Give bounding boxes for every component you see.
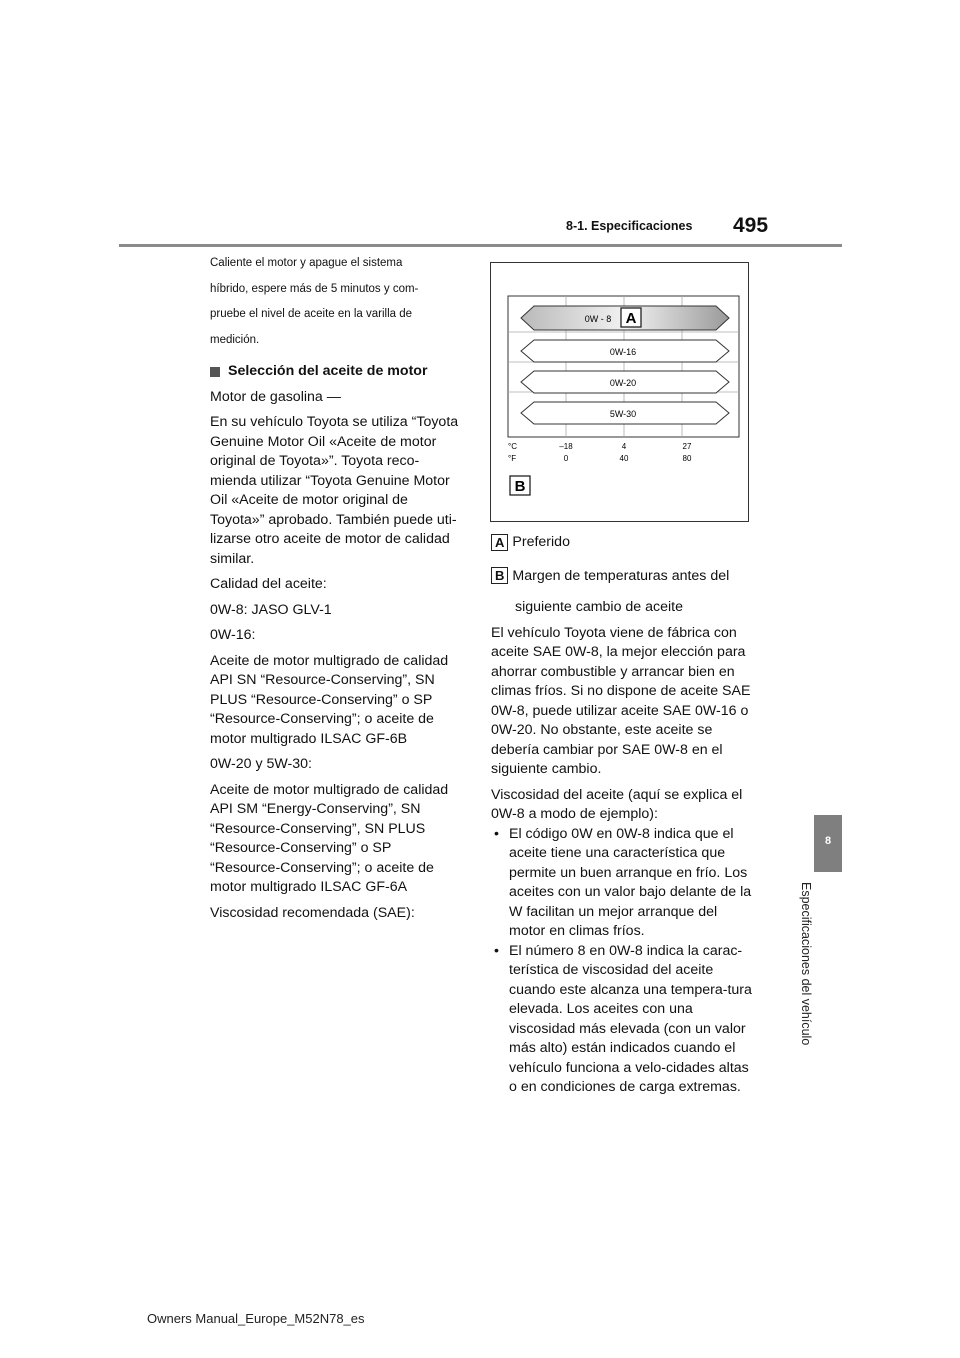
legend-a-key: A bbox=[491, 534, 508, 551]
paragraph-viscosity-intro: Viscosidad del aceite (aquí se explica el 0W-8 a modo de ejemplo): bbox=[491, 786, 743, 822]
note-line: medición. bbox=[210, 333, 260, 346]
list-item: • El código 0W en 0W-8 indica que el aceite tiene una característica que permite un buen arranque en frío. Los aceites con un valor bajo delante de la W facilitan un mejor arranque del motor en climas fríos. bbox=[491, 825, 753, 942]
footer-text: Owners Manual_Europe_M52N78_es bbox=[147, 1311, 365, 1326]
section-heading bbox=[210, 362, 465, 382]
unit-celsius: °C bbox=[508, 442, 517, 451]
square-bullet-icon bbox=[210, 367, 220, 377]
callout-b-label: B bbox=[514, 478, 526, 495]
page-number: 495 bbox=[733, 214, 769, 237]
legend-b-key: B bbox=[491, 567, 508, 584]
paragraph-0w20-desc: Aceite de motor multigrado de calidad API SM “Energy-Conserving”, SN “Resource-Conserving”, SN PLUS “Resource-Conserving” o SP “Resource-Conserving”; o aceite de motor multigrado ILSAC GF-6A bbox=[210, 781, 449, 896]
arrow-label-5w30: 5W-30 bbox=[609, 409, 637, 419]
paragraph-0w16: 0W-16: bbox=[210, 627, 256, 644]
note-line: híbrido, espere más de 5 minutos y com- bbox=[210, 282, 419, 295]
note-block bbox=[210, 254, 465, 350]
arrow-label-0w8: 0W - 8 bbox=[584, 314, 612, 324]
legend-b-continuation: siguiente cambio de aceite bbox=[515, 599, 683, 615]
chapter-tab-number: 8 bbox=[824, 835, 832, 847]
viscosity-figure bbox=[490, 262, 749, 522]
paragraph-engine: Motor de gasolina — bbox=[210, 388, 341, 405]
tick-c: 27 bbox=[682, 442, 692, 451]
tick-f: 0 bbox=[563, 454, 569, 463]
right-column bbox=[491, 533, 753, 1098]
legend-b-text: Margen de temperaturas antes del bbox=[512, 567, 730, 584]
tick-f: 40 bbox=[619, 454, 629, 463]
note-line: pruebe el nivel de aceite en la varilla de bbox=[210, 308, 413, 321]
list-item: • El número 8 en 0W-8 indica la carac-terística de viscosidad del aceite cuando este alcanza una tempera-tura elevada. Los aceites con una viscosidad más elevada (con un valor más alto) están indicados cuando el vehículo funciona a velo-cidades altas o en condiciones de carga extremas. bbox=[491, 942, 753, 1098]
arrow-label-0w16: 0W-16 bbox=[609, 347, 637, 357]
legend-b bbox=[491, 567, 753, 587]
bullet-list bbox=[491, 825, 753, 1098]
unit-fahrenheit: °F bbox=[508, 454, 517, 463]
paragraph-0w16-desc: Aceite de motor multigrado de calidad API SN “Resource-Conserving”, SN PLUS “Resource-Conserving” o SP “Resource-Conserving”; o aceite de motor multigrado ILSAC GF-6B bbox=[210, 652, 449, 747]
paragraph-intro: En su vehículo Toyota se utiliza “Toyota Genuine Motor Oil «Aceite de motor original de Toyota»”. Toyota reco-mienda utilizar “Toyota Genuine Motor Oil «Aceite de motor original de Toyota»” aprobado. También puede uti-lizarse otro aceite de motor de calidad similar. bbox=[210, 414, 459, 567]
paragraph-factory: El vehículo Toyota viene de fábrica con aceite SAE 0W-8, la mejor elección para ahorrar combustible y arrancar bien en climas fríos. Si no dispone de aceite SAE 0W-8, puede utilizar aceite SAE 0W-16 o 0W-20. No obstante, este aceite se debería cambiar por SAE 0W-8 en el siguiente cambio. bbox=[491, 624, 751, 777]
section-title: 8-1. Especificaciones bbox=[566, 219, 693, 233]
arrow-label-0w20: 0W-20 bbox=[609, 378, 637, 388]
paragraph-0w20: 0W-20 y 5W-30: bbox=[210, 756, 312, 773]
note-line: Caliente el motor y apague el sistema bbox=[210, 257, 403, 269]
section-heading-text: Selección del aceite de motor bbox=[228, 363, 428, 380]
legend-a-text: Preferido bbox=[512, 534, 570, 550]
chapter-tab-label: Especificaciones del vehículo bbox=[799, 882, 813, 1046]
paragraph-quality: Calidad del aceite: bbox=[210, 576, 327, 593]
paragraph-0w8: 0W-8: JASO GLV-1 bbox=[210, 601, 332, 618]
legend-a bbox=[491, 533, 753, 553]
left-column bbox=[210, 254, 465, 929]
callout-a-label: A bbox=[625, 310, 637, 327]
tick-c: 4 bbox=[621, 442, 627, 451]
tick-f: 80 bbox=[682, 454, 692, 463]
tick-c: –18 bbox=[559, 442, 573, 451]
paragraph-viscosity: Viscosidad recomendada (SAE): bbox=[210, 904, 415, 921]
header-divider bbox=[119, 244, 842, 247]
